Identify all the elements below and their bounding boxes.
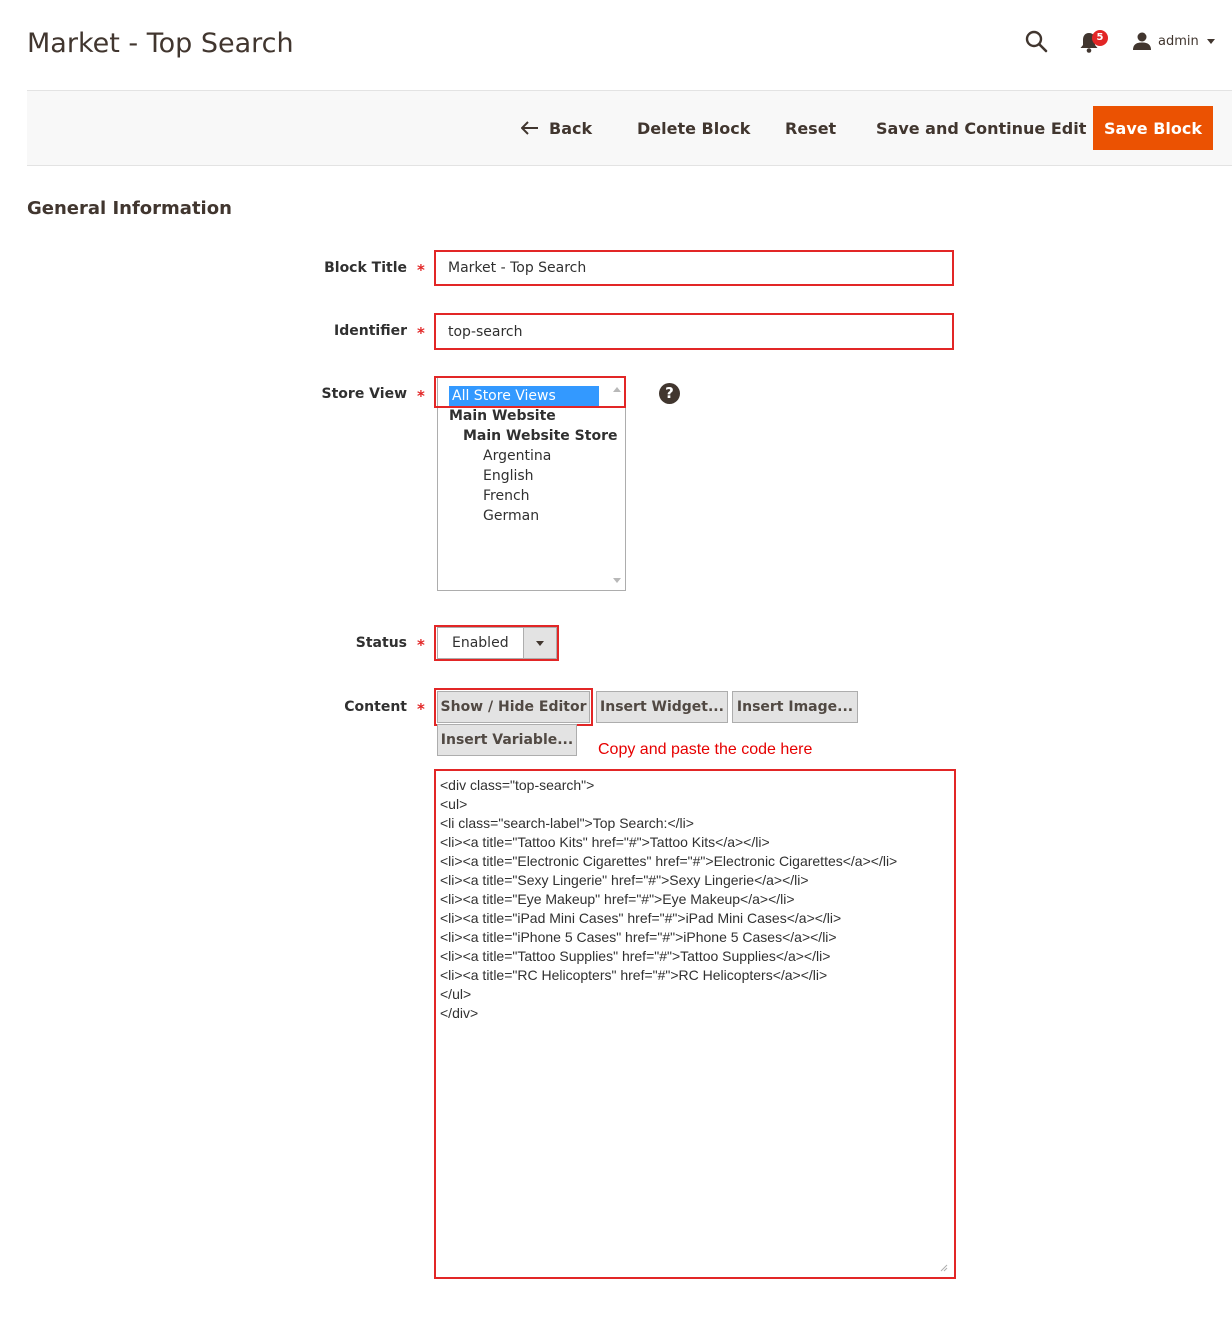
resize-grip-icon[interactable]	[940, 1264, 948, 1272]
code-line: <li><a title="Tattoo Kits" href="#">Tattoo Kits</a></li>	[440, 834, 770, 850]
store-option-german[interactable]: German	[483, 508, 540, 524]
required-marker: *	[417, 387, 425, 405]
store-option-french[interactable]: French	[483, 488, 530, 504]
code-line: <li><a title="RC Helicopters" href="#">RC Helicopters</a></li>	[440, 967, 828, 983]
code-line: <li><a title="Eye Makeup" href="#">Eye Makeup</a></li>	[440, 891, 795, 907]
show-hide-editor-button[interactable]: Show / Hide Editor	[437, 691, 590, 723]
code-line: </ul>	[440, 986, 472, 1002]
store-option-all-store-views[interactable]: All Store Views	[449, 386, 599, 406]
save-and-continue-button[interactable]: Save and Continue Edit	[876, 118, 1087, 138]
required-marker: *	[417, 324, 425, 342]
code-line: <li><a title="Electronic Cigarettes" href="#">Electronic Cigarettes</a></li>	[440, 853, 898, 869]
content-textarea[interactable]	[437, 771, 954, 1277]
status-label: Status	[355, 635, 407, 651]
required-marker: *	[417, 636, 425, 654]
chevron-down-icon	[1207, 39, 1215, 44]
store-option-main-website[interactable]: Main Website	[449, 408, 556, 424]
code-line: <li><a title="Tattoo Supplies" href="#">Tattoo Supplies</a></li>	[440, 948, 831, 964]
user-menu[interactable]	[1132, 30, 1215, 52]
status-value: Enabled	[452, 635, 509, 651]
delete-block-button[interactable]: Delete Block	[637, 118, 751, 138]
help-icon[interactable]: ?	[659, 383, 680, 404]
store-option-main-website-store[interactable]: Main Website Store	[463, 428, 618, 444]
insert-image-button[interactable]: Insert Image...	[732, 691, 858, 723]
store-option-argentina[interactable]: Argentina	[483, 448, 552, 464]
insert-variable-button[interactable]: Insert Variable...	[437, 724, 577, 756]
arrow-left-icon	[521, 121, 539, 135]
status-select[interactable]	[437, 627, 557, 659]
code-line: </div>	[440, 1005, 479, 1021]
block-title-input[interactable]	[436, 252, 952, 284]
insert-widget-button[interactable]: Insert Widget...	[596, 691, 728, 723]
reset-button[interactable]: Reset	[785, 118, 837, 138]
block-title-label: Block Title	[324, 260, 407, 276]
notification-badge[interactable]: 5	[1092, 30, 1108, 46]
code-line: <ul>	[440, 796, 468, 812]
content-label: Content	[344, 699, 407, 715]
required-marker: *	[417, 700, 425, 718]
save-block-button[interactable]: Save Block	[1093, 106, 1213, 150]
store-view-label: Store View	[321, 386, 407, 402]
back-button-label: Back	[549, 118, 593, 138]
search-icon[interactable]	[1024, 29, 1048, 53]
user-icon	[1132, 31, 1152, 51]
annotation-text: Copy and paste the code here	[598, 741, 813, 758]
section-title: General Information	[27, 198, 232, 219]
identifier-label: Identifier	[334, 323, 407, 339]
block-title-field	[434, 250, 954, 286]
required-marker: *	[417, 261, 425, 279]
back-button[interactable]	[521, 106, 592, 150]
code-line: <li><a title="Sexy Lingerie" href="#">Sexy Lingerie</a></li>	[440, 872, 809, 888]
scrollbar[interactable]	[610, 379, 624, 589]
identifier-field	[434, 313, 954, 350]
scroll-up-icon[interactable]	[613, 387, 621, 392]
code-line: <div class="top-search">	[440, 777, 595, 793]
identifier-input[interactable]	[436, 315, 952, 348]
code-line: <li><a title="iPad Mini Cases" href="#">iPad Mini Cases</a></li>	[440, 910, 842, 926]
scroll-down-icon[interactable]	[613, 578, 621, 583]
code-line: <li><a title="iPhone 5 Cases" href="#">iPhone 5 Cases</a></li>	[440, 929, 837, 945]
store-option-english[interactable]: English	[483, 468, 534, 484]
store-view-multiselect[interactable]	[437, 377, 626, 591]
user-name: admin	[1158, 33, 1199, 49]
chevron-down-icon	[536, 641, 544, 646]
dropdown-arrow	[523, 628, 556, 658]
page-title: Market - Top Search	[27, 28, 294, 59]
code-line: <li class="search-label">Top Search:</li>	[440, 815, 694, 831]
